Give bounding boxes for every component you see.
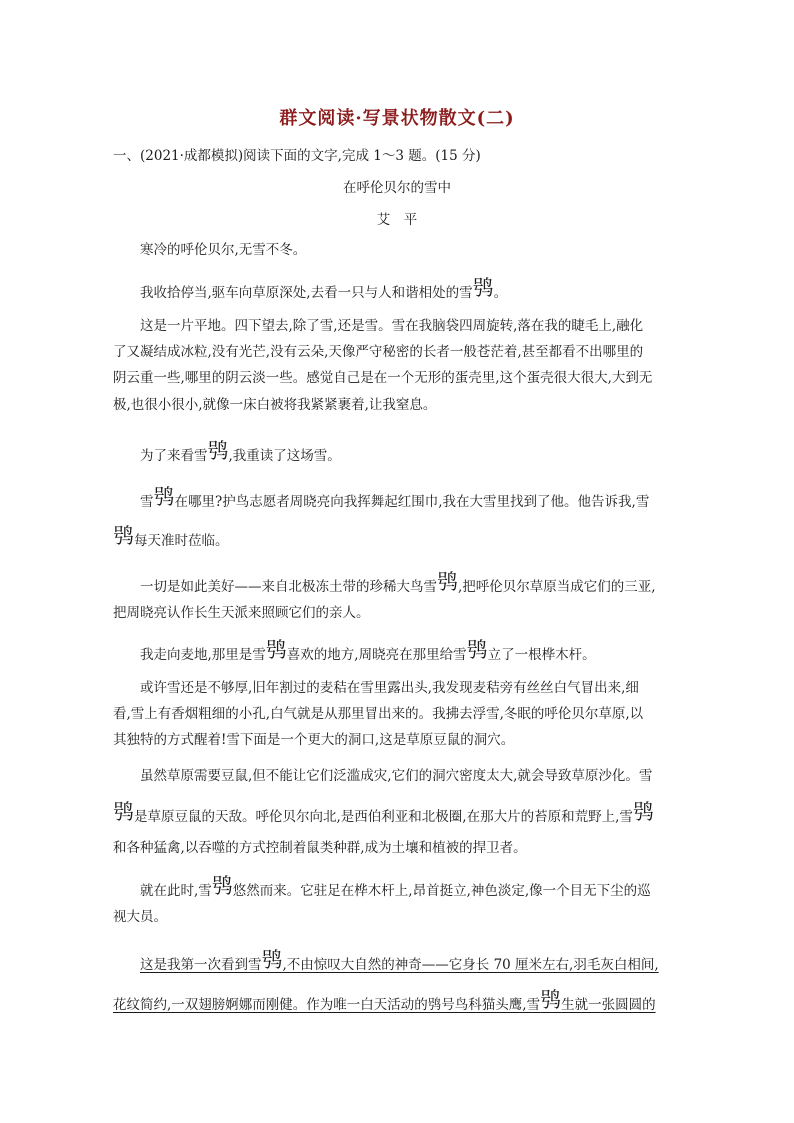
paragraph-7 <box>140 640 683 665</box>
text-segment: 立了一根桦木杆。 <box>487 647 596 663</box>
rare-char: 鸮 <box>153 485 175 509</box>
text-segment: 悠然而来。它驻足在桦木杆上,昂首挺立,神色淡定,像一个目无下尘的巡 <box>232 883 651 899</box>
rare-char: 鸮 <box>265 638 287 662</box>
paragraph-9-line-3: 和各种猛禽,以吞噬的方式控制着鼠类种群,成为土壤和植被的捍卫者。 <box>113 840 527 856</box>
paragraph-11-line-1 <box>140 950 683 975</box>
paragraph-11-line-2 <box>113 990 683 1015</box>
question-header: 一、(2021·成都模拟)阅读下面的文字,完成 1～3 题。(15 分) <box>113 148 481 164</box>
paragraph-8-line-2: 看,雪上有香烟粗细的小孔,白气就是从那里冒出来的。我拂去浮雪,冬眠的呼伦贝尔草原,以 <box>113 706 644 722</box>
rare-char: 鸮 <box>472 276 494 300</box>
paragraph-8-line-3: 其独特的方式醒着!雪下面是一个更大的洞口,这是草原豆鼠的洞穴。 <box>113 732 515 748</box>
paragraph-5-line-2 <box>113 526 683 551</box>
rare-char: 鸮 <box>207 439 229 463</box>
text-segment: 雪 <box>140 494 154 510</box>
text-segment: 这是我第一次看到雪 <box>140 957 262 973</box>
text-segment: 喜欢的地方,周晓亮在那里给雪 <box>286 647 467 663</box>
text-segment: 。 <box>493 285 508 301</box>
rare-char: 鸮 <box>632 800 654 824</box>
text-segment: 就在此时,雪 <box>140 883 212 899</box>
paragraph-3-line-3: 阴云重一些,哪里的阴云淡一些。感觉自己是在一个无形的蛋壳里,这个蛋壳很大很大,大到无 <box>113 370 653 386</box>
text-segment: 我走向麦地,那里是雪 <box>140 647 266 663</box>
paragraph-2 <box>140 278 683 303</box>
paragraph-9-line-2 <box>113 802 683 827</box>
text-segment: ,不由惊叹大自然的神奇——它身长 70 厘米左右,羽毛灰白相间, <box>282 957 659 973</box>
rare-char: 鸮 <box>540 988 562 1012</box>
rare-char: 鸮 <box>211 874 233 898</box>
paragraph-10-line-2: 视大员。 <box>113 909 167 925</box>
paragraph-6-line-2: 把周晓亮认作长生天派来照顾它们的亲人。 <box>113 605 370 621</box>
text-segment: 每天准时莅临。 <box>134 533 229 549</box>
page-title: 群文阅读·写景状物散文(二) <box>279 108 515 129</box>
paragraph-10-line-1 <box>140 876 683 901</box>
paragraph-4 <box>140 441 683 466</box>
rare-char: 鸮 <box>261 948 283 972</box>
essay-title: 在呼伦贝尔的雪中 <box>343 180 451 196</box>
text-segment: 在哪里?护鸟志愿者周晓亮向我挥舞起红围巾,我在大雪里找到了他。他告诉我,雪 <box>174 494 650 510</box>
text-segment: 我收拾停当,驱车向草原深处,去看一只与人和谐相处的雪 <box>140 285 473 301</box>
text-segment: 一切是如此美好——来自北极冻土带的珍稀大鸟雪 <box>140 579 437 595</box>
rare-char: 鸮 <box>437 570 458 594</box>
essay-author: 艾 平 <box>376 212 418 228</box>
rare-char: 鸮 <box>113 800 134 824</box>
paragraph-8-line-1: 或许雪还是不够厚,旧年割过的麦秸在雪里露出头,我发现麦秸旁有丝丝白气冒出来,细 <box>140 680 639 696</box>
rare-char: 鸮 <box>466 638 488 662</box>
paragraph-3-line-4: 极,也很小很小,就像一床白被将我紧紧裹着,让我窒息。 <box>113 397 437 413</box>
text-segment: ,我重读了这场雪。 <box>228 448 341 464</box>
text-segment: ,把呼伦贝尔草原当成它们的三亚, <box>458 579 656 595</box>
rare-char: 鸮 <box>113 524 134 548</box>
paragraph-3-line-1: 这是一片平地。四下望去,除了雪,还是雪。雪在我脑袋四周旋转,落在我的睫毛上,融化 <box>140 318 644 334</box>
text-segment: 花纹简约,一双翅膀婀娜而刚健。作为唯一白天活动的鸮号鸟科猫头鹰,雪 <box>113 997 541 1013</box>
text-segment: 为了来看雪 <box>140 448 208 464</box>
paragraph-6-line-1 <box>140 572 683 597</box>
paragraph-3-line-2: 了又凝结成冰粒,没有光芒,没有云朵,天像严守秘密的长者一般苍茫着,甚至都看不出哪里的 <box>113 344 644 360</box>
text-segment: 是草原豆鼠的天敌。呼伦贝尔向北,是西伯利亚和北极圈,在那大片的苔原和荒野上,雪 <box>134 809 633 825</box>
text-segment: 生就一张圆圆的 <box>561 997 656 1013</box>
paragraph-5-line-1 <box>140 487 683 512</box>
paragraph-9-line-1: 虽然草原需要豆鼠,但不能让它们泛滥成灾,它们的洞穴密度太大,就会导致草原沙化。雪 <box>140 768 653 784</box>
paragraph-1: 寒冷的呼伦贝尔,无雪不冬。 <box>140 242 307 258</box>
